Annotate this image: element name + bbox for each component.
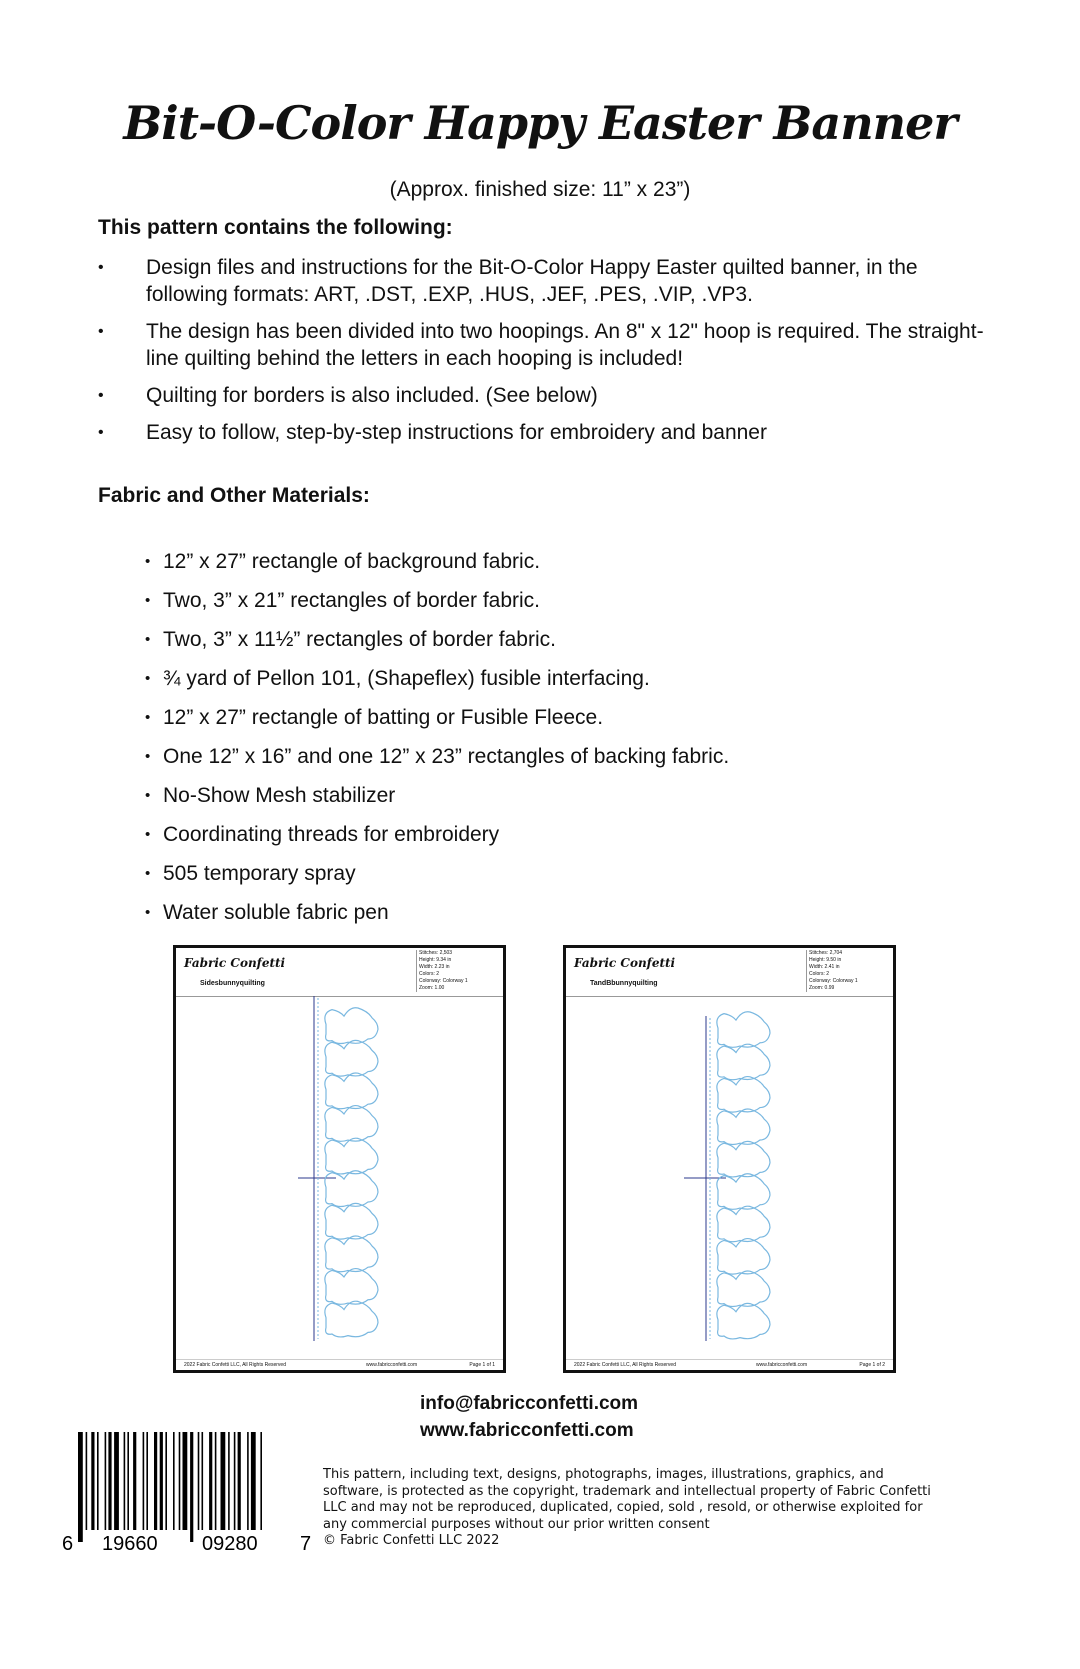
list-item: • 505 temporary spray xyxy=(145,860,945,899)
barcode-bar xyxy=(86,1432,88,1530)
printout-header xyxy=(566,948,893,997)
bunny-outline xyxy=(717,1206,770,1242)
contents-list xyxy=(98,254,998,456)
barcode-bar xyxy=(146,1432,148,1530)
bunny-outline xyxy=(325,1040,378,1076)
design-printout-tandb xyxy=(563,945,896,1373)
list-item: • Two, 3” x 21” rectangles of border fabric. xyxy=(145,587,945,626)
barcode-bar xyxy=(198,1432,200,1530)
barcode-bar xyxy=(114,1432,119,1530)
barcode-bar xyxy=(133,1432,136,1530)
bunny-outline xyxy=(717,1012,770,1048)
barcode-digit: 09280 xyxy=(202,1533,258,1552)
materials-list xyxy=(145,548,945,938)
printout-footer: 2022 Fabric Confetti LLC, All Rights Reserved www.fabricconfetti.com Page 1 of 2 xyxy=(566,1359,893,1370)
brand-logo: Fabric Confetti xyxy=(574,956,676,970)
bunny-outline xyxy=(325,1008,378,1044)
bunny-outline xyxy=(325,1236,378,1272)
barcode-digit: 6 xyxy=(62,1533,74,1552)
barcode-bar xyxy=(202,1432,204,1530)
bunny-outline xyxy=(717,1044,770,1080)
barcode-bar xyxy=(97,1432,99,1530)
bunny-outline xyxy=(325,1301,378,1337)
list-item: • 12” x 27” rectangle of batting or Fusible Fleece. xyxy=(145,704,945,743)
page-title: Bit-O-Color Happy Easter Banner xyxy=(123,96,957,150)
barcode-bar xyxy=(173,1432,175,1530)
barcode-bar xyxy=(91,1432,94,1530)
barcode-bar xyxy=(183,1432,188,1530)
barcode-bar xyxy=(209,1432,212,1530)
copyright-notice: This pattern, including text, designs, photographs, images, illustrations, graphics, and software, is protected as the copyright, trademark and intellectual property of Fabric Confetti LLC and may not be reproduced, duplicated, copied, sold , resold, or otherwise exploited for any commercial purposes without our prior written consent © Fabric Confetti LLC 2022 xyxy=(323,1467,931,1548)
list-item: • 12” x 27” rectangle of background fabric. xyxy=(145,548,945,587)
barcode-bar xyxy=(143,1432,145,1530)
bunny-outline xyxy=(717,1141,770,1177)
barcode-bar xyxy=(179,1432,181,1530)
bunny-outline xyxy=(717,1174,770,1210)
bunny-outline xyxy=(325,1106,378,1142)
design-printout-sides xyxy=(173,945,506,1373)
bunny-outline xyxy=(325,1138,378,1174)
list-item: • Two, 3” x 11½” rectangles of border fabric. xyxy=(145,626,945,665)
bunny-outline xyxy=(325,1269,378,1305)
barcode-digit: 19660 xyxy=(102,1533,158,1552)
bunny-outline xyxy=(717,1077,770,1113)
bunny-outline xyxy=(717,1303,770,1339)
bunny-outline xyxy=(325,1171,378,1207)
bunny-outline xyxy=(717,1239,770,1275)
bunny-quilting-preview xyxy=(566,996,893,1362)
contact-email[interactable]: info@fabricconfetti.com xyxy=(420,1393,639,1414)
barcode-bar xyxy=(260,1432,262,1530)
list-item: • Easy to follow, step-by-step instructions for embroidery and banner xyxy=(98,419,998,446)
list-item: • ¾ yard of Pellon 101, (Shapeflex) fusible interfacing. xyxy=(145,665,945,704)
barcode-bar xyxy=(234,1432,236,1530)
barcode-bar xyxy=(165,1432,167,1530)
printout-header xyxy=(176,948,503,997)
barcode-digit: 7 xyxy=(300,1533,312,1552)
barcode-bar xyxy=(154,1432,157,1530)
contents-heading: This pattern contains the following: xyxy=(98,216,453,239)
bunny-outline xyxy=(325,1203,378,1239)
copyright-line: © Fabric Confetti LLC 2022 xyxy=(323,1533,500,1548)
list-item: • Coordinating threads for embroidery xyxy=(145,821,945,860)
bunny-outline xyxy=(717,1109,770,1145)
list-item: • Water soluble fabric pen xyxy=(145,899,945,938)
design-name: TandBbunnyquilting xyxy=(590,980,658,987)
brand-logo: Fabric Confetti xyxy=(184,956,286,970)
finished-size: (Approx. finished size: 11” x 23”) xyxy=(389,178,691,201)
barcode-bar xyxy=(127,1432,129,1530)
barcode-bar xyxy=(247,1432,249,1530)
barcode-bar xyxy=(105,1432,107,1530)
design-stats: Stitches: 2,503 Height: 9.34 in Width: 2.23 in Colors: 2 Colorway: Colorway 1 Zoom: 1.00 xyxy=(416,950,499,992)
barcode-bar xyxy=(238,1432,241,1530)
barcode-bar xyxy=(228,1432,230,1530)
barcode-bar xyxy=(124,1432,126,1530)
barcode-bar xyxy=(78,1432,83,1542)
list-item: • One 12” x 16” and one 12” x 23” rectangles of backing fabric. xyxy=(145,743,945,782)
list-item: • The design has been divided into two hoopings. An 8" x 12" hoop is required. The straight-line quilting behind the letters in each hooping is included! xyxy=(98,318,998,372)
barcode-bar xyxy=(190,1432,193,1542)
materials-heading: Fabric and Other Materials: xyxy=(98,484,370,507)
barcode-bar xyxy=(215,1432,217,1530)
bunny-outline xyxy=(325,1073,378,1109)
barcode-bar xyxy=(160,1432,163,1530)
list-item: • Quilting for borders is also included. (See below) xyxy=(98,382,998,409)
list-item: • Design files and instructions for the Bit-O-Color Happy Easter quilted banner, in the following formats: ART, .DST, .EXP, .HUS, .JEF, .PES, .VIP, .VP3. xyxy=(98,254,998,308)
contact-website[interactable]: www.fabricconfetti.com xyxy=(420,1420,634,1441)
barcode-bar xyxy=(108,1432,111,1530)
design-stats: Stitches: 2,704 Height: 9.50 in Width: 2.41 in Colors: 2 Colorway: Colorway 1 Zoom: 0.99 xyxy=(806,950,889,992)
design-name: Sidesbunnyquilting xyxy=(200,980,265,987)
list-item: • No-Show Mesh stabilizer xyxy=(145,782,945,821)
bunny-outline xyxy=(717,1271,770,1307)
printout-footer: 2022 Fabric Confetti LLC, All Rights Reserved www.fabricconfetti.com Page 1 of 1 xyxy=(176,1359,503,1370)
bunny-quilting-preview xyxy=(176,996,503,1362)
upc-barcode xyxy=(62,1432,314,1552)
barcode-bar xyxy=(251,1432,256,1530)
barcode-bar xyxy=(221,1432,226,1530)
